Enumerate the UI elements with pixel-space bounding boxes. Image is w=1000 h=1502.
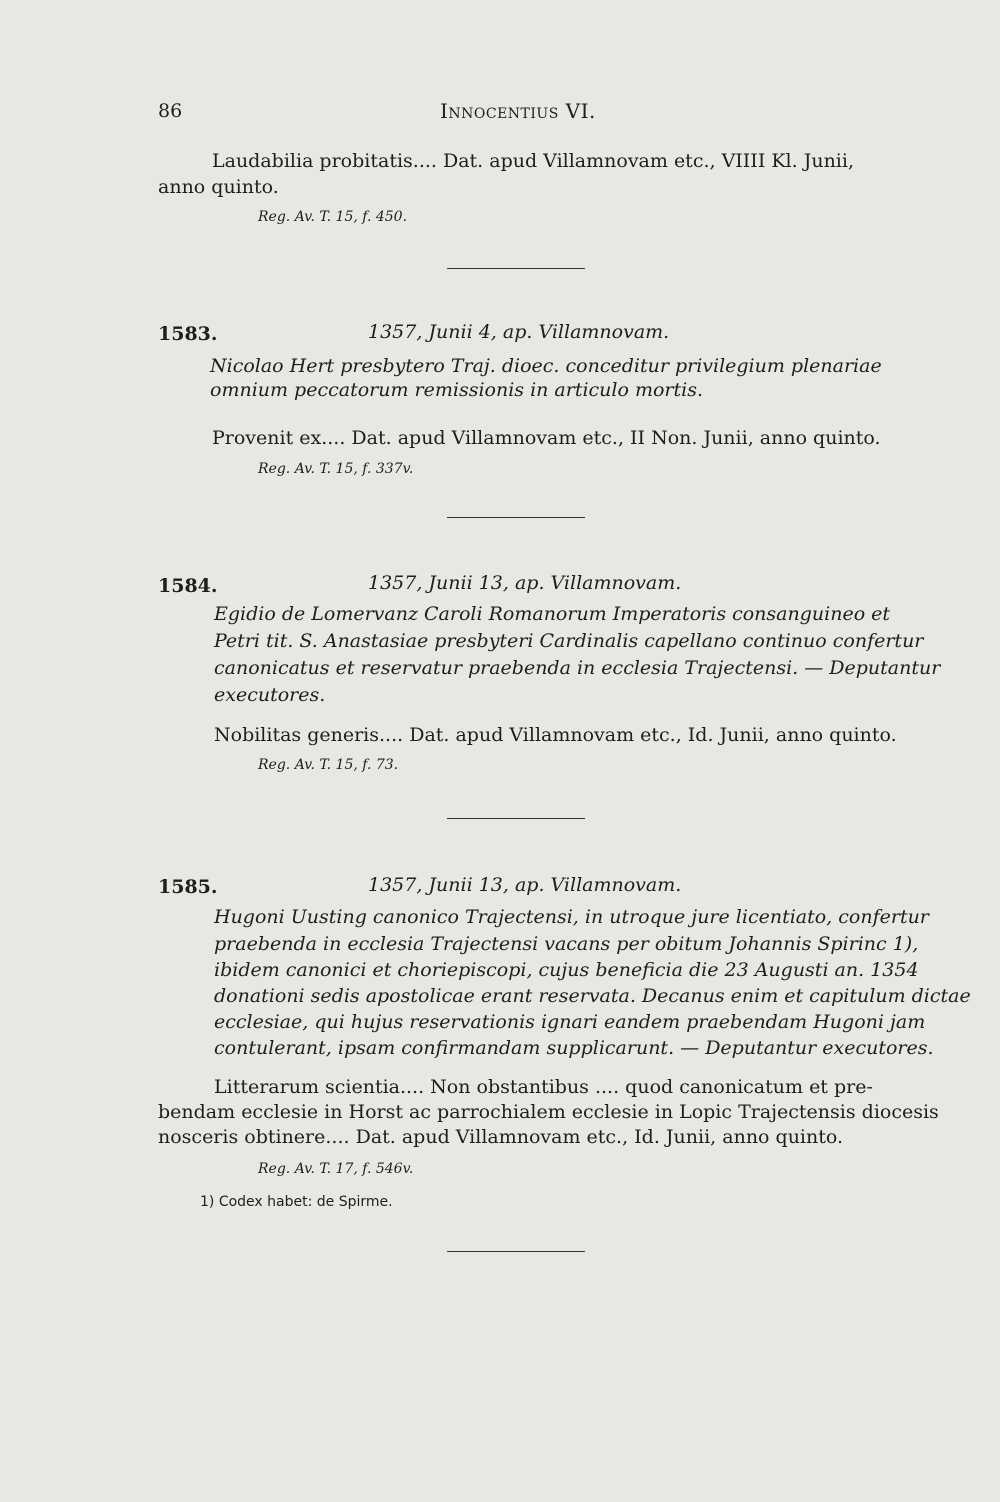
entry-summary-line: praebenda in ecclesia Trajectensi vacans per obitum Johannis Spirinc 1), xyxy=(214,933,919,955)
entry-text-line: bendam ecclesie in Horst ac parrochialem ecclesie in Lopic Trajectensis diocesis xyxy=(158,1101,939,1123)
entry-reference: Reg. Av. T. 17, f. 546v. xyxy=(258,1161,414,1177)
intro-line-2: anno quinto. xyxy=(158,176,279,198)
entry-summary-line: Petri tit. S. Anastasiae presbyteri Cardinalis capellano continuo confertur xyxy=(214,630,924,652)
intro-line-1: Laudabilia probitatis.... Dat. apud Villamnovam etc., VIIII Kl. Junii, xyxy=(212,150,854,172)
entry-summary-line: ecclesiae, qui hujus reservationis ignari eandem praebendam Hugoni jam xyxy=(214,1011,926,1033)
entry-date: 1357, Junii 13, ap. Villamnovam. xyxy=(368,572,682,594)
entry-reference: Reg. Av. T. 15, f. 73. xyxy=(258,757,399,773)
entry-number: 1585. xyxy=(158,876,218,898)
entry-text-line: Nobilitas generis.... Dat. apud Villamnovam etc., Id. Junii, anno quinto. xyxy=(214,724,897,746)
entry-reference: Reg. Av. T. 15, f. 337v. xyxy=(258,461,414,477)
section-divider xyxy=(447,1251,585,1252)
intro-reference: Reg. Av. T. 15, f. 450. xyxy=(258,209,408,225)
entry-summary-line: contulerant, ipsam confirmandam supplicarunt. — Deputantur executores. xyxy=(214,1037,934,1059)
entry-summary-line: ibidem canonici et choriepiscopi, cujus beneficia die 23 Augusti an. 1354 xyxy=(214,959,919,981)
page-number: 86 xyxy=(158,100,183,122)
section-divider xyxy=(447,818,585,819)
entry-text-line: Litterarum scientia.... Non obstantibus .... quod canonicatum et pre- xyxy=(214,1076,873,1098)
entry-date: 1357, Junii 13, ap. Villamnovam. xyxy=(368,874,682,896)
entry-summary-line: donationi sedis apostolicae erant reservata. Decanus enim et capitulum dictae xyxy=(214,985,971,1007)
entry-summary-line: Egidio de Lomervanz Caroli Romanorum Imperatoris consanguineo et xyxy=(214,603,891,625)
entry-summary-line: Nicolao Hert presbytero Traj. dioec. conceditur privilegium plenariae xyxy=(210,355,882,377)
entry-summary-line: canonicatus et reservatur praebenda in ecclesia Trajectensi. — Deputantur xyxy=(214,657,941,679)
entry-text-line: Provenit ex.... Dat. apud Villamnovam etc., II Non. Junii, anno quinto. xyxy=(212,427,881,449)
entry-number: 1583. xyxy=(158,323,218,345)
entry-summary-line: executores. xyxy=(214,684,326,706)
entry-summary-line: Hugoni Uusting canonico Trajectensi, in utroque jure licentiato, confertur xyxy=(214,906,929,928)
footnote: 1) Codex habet: de Spirme. xyxy=(200,1194,393,1210)
entry-date: 1357, Junii 4, ap. Villamnovam. xyxy=(368,321,670,343)
entry-text-line: nosceris obtinere.... Dat. apud Villamnovam etc., Id. Junii, anno quinto. xyxy=(158,1126,844,1148)
entry-summary-line: omnium peccatorum remissionis in articulo mortis. xyxy=(210,379,704,401)
entry-number: 1584. xyxy=(158,575,218,597)
section-divider xyxy=(447,517,585,518)
section-divider xyxy=(447,268,585,269)
running-head: Innocentius VI. xyxy=(440,99,596,123)
